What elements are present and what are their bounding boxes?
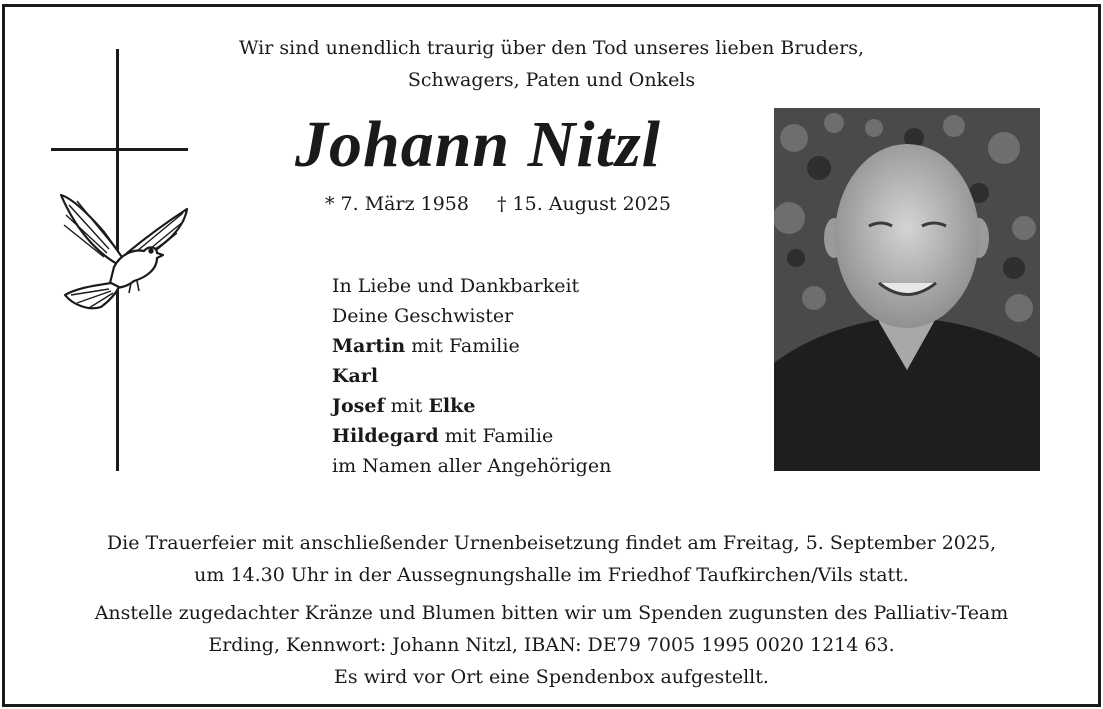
mourner-name: Martin (332, 335, 406, 357)
mourner-name: Elke (428, 395, 476, 417)
mourner-hildegard: Hildegard mit Familie (332, 425, 554, 447)
footer-line-1: Die Trauerfeier mit anschließender Urnenbeisetzung findet am Freitag, 5. September 2025, (106, 532, 997, 554)
mourners-list (332, 271, 611, 481)
deceased-name: Johann Nitzl (295, 108, 661, 181)
life-dates (325, 193, 699, 215)
mourner-karl (332, 361, 611, 391)
portrait-photo (774, 108, 1040, 471)
obituary-notice (2, 4, 1101, 707)
footer-line-4: Erding, Kennwort: Johann Nitzl, IBAN: DE79 7005 1995 0020 1214 63. (208, 634, 895, 656)
mourner-josef: Josef mit Elke (332, 395, 476, 417)
footer-line-3: Anstelle zugedachter Kränze und Blumen bitten wir um Spenden zugunsten des Palliativ-Team (94, 602, 1009, 624)
intro-line-2: Schwagers, Paten und Onkels (407, 69, 696, 91)
mourners-line: Deine Geschwister (332, 305, 514, 327)
intro-text (5, 32, 1098, 96)
birth-date: * 7. März 1958 (325, 193, 469, 215)
dove-icon (49, 187, 189, 317)
cross-bar (51, 148, 188, 151)
mourner-name: Hildegard (332, 425, 439, 447)
footer-line-2: um 14.30 Uhr in der Aussegnungshalle im Friedhof Taufkirchen/Vils statt. (194, 564, 909, 586)
mourners-closing: im Namen aller Angehörigen (332, 455, 612, 477)
mourner-martin: Martin mit Familie (332, 335, 520, 357)
mourner-name: Josef (332, 395, 385, 417)
service-details (5, 527, 1098, 693)
death-date: † 15. August 2025 (496, 193, 671, 215)
footer-line-5: Es wird vor Ort eine Spendenbox aufgestellt. (334, 666, 769, 688)
mourners-line: In Liebe und Dankbarkeit (332, 275, 580, 297)
intro-line-1: Wir sind unendlich traurig über den Tod unseres lieben Bruders, (238, 37, 864, 59)
mourner-name: Karl (332, 365, 379, 387)
